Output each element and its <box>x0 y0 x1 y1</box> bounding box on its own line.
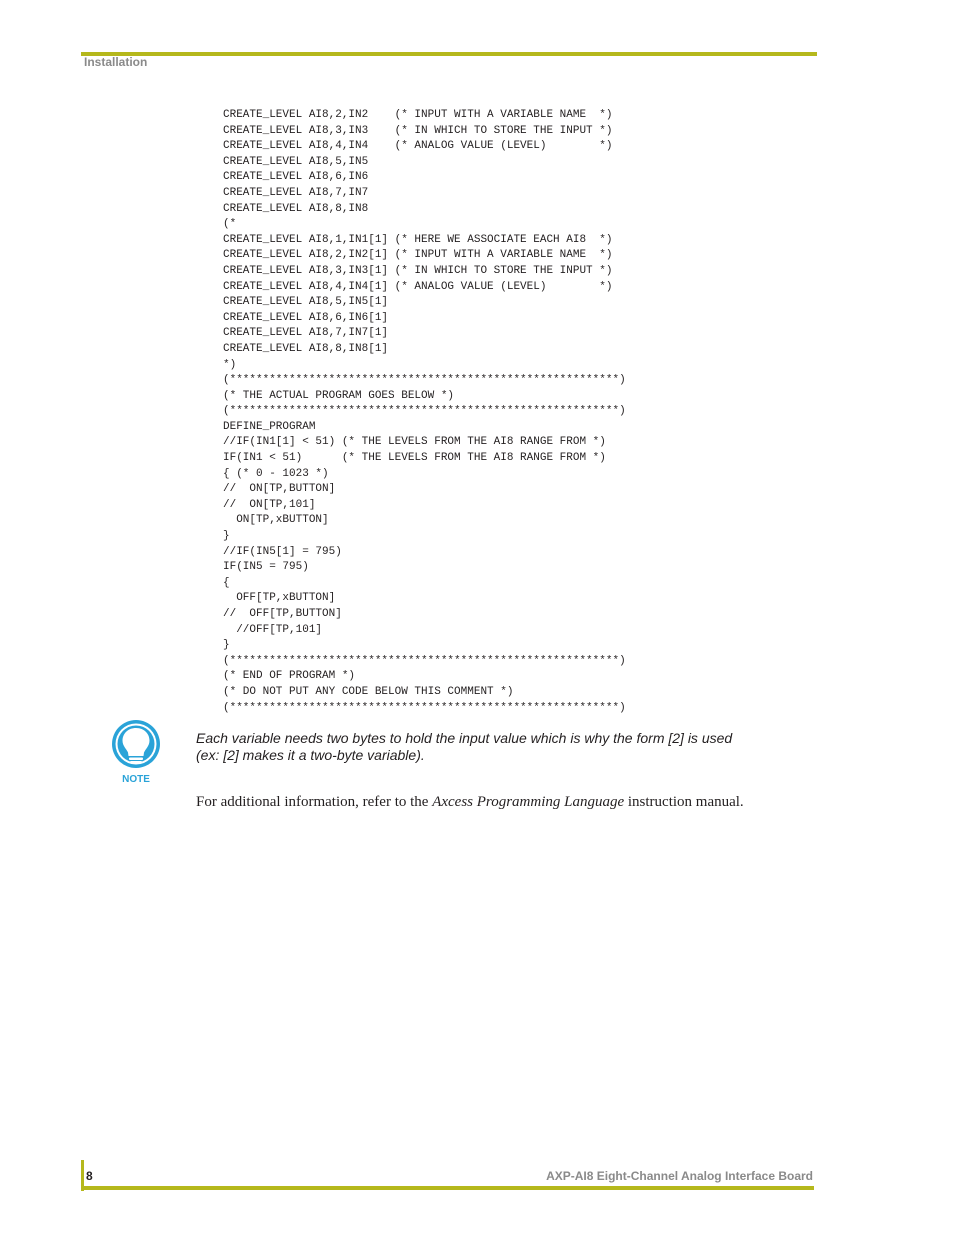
code-line: { (* 0 - 1023 *) <box>223 467 329 480</box>
header-rule <box>81 52 817 56</box>
code-line: CREATE_LEVEL AI8,4,IN4[1] (* ANALOG VALUE (LEVEL) *) <box>223 280 613 293</box>
code-line: IF(IN5 = 795) <box>223 561 309 574</box>
code-line: // ON[TP,101] <box>223 498 316 511</box>
document-title: AXP-AI8 Eight-Channel Analog Interface Board <box>546 1169 813 1183</box>
code-line: (* DO NOT PUT ANY CODE BELOW THIS COMMENT *) <box>223 685 514 698</box>
code-line: CREATE_LEVEL AI8,7,IN7 <box>223 186 369 199</box>
code-line: (***********************************************************) <box>223 701 626 714</box>
code-line: (***********************************************************) <box>223 654 626 667</box>
note-label: NOTE <box>122 774 150 785</box>
code-listing <box>223 108 626 716</box>
code-line: CREATE_LEVEL AI8,7,IN7[1] <box>223 327 389 340</box>
code-line: CREATE_LEVEL AI8,2,IN2[1] (* INPUT WITH A VARIABLE NAME *) <box>223 249 613 262</box>
section-label: Installation <box>84 55 148 69</box>
code-line: ON[TP,xBUTTON] <box>223 514 329 527</box>
code-line: (***********************************************************) <box>223 374 626 387</box>
code-line: CREATE_LEVEL AI8,1,IN1[1] (* HERE WE ASSOCIATE EACH AI8 *) <box>223 233 613 246</box>
code-line: //IF(IN1[1] < 51) (* THE LEVELS FROM THE AI8 RANGE FROM *) <box>223 436 606 449</box>
code-line: //IF(IN5[1] = 795) <box>223 545 342 558</box>
code-line: (***********************************************************) <box>223 405 626 418</box>
code-line: } <box>223 639 230 652</box>
footer-rule <box>81 1186 814 1190</box>
note-text: Each variable needs two bytes to hold the input value which is why the form [2] is used (ex: [2] makes it a two-byte variable). <box>196 730 733 763</box>
paragraph-text-after: instruction manual. <box>624 794 744 810</box>
code-line: CREATE_LEVEL AI8,6,IN6 <box>223 171 369 184</box>
code-line: OFF[TP,xBUTTON] <box>223 592 336 605</box>
code-line: // ON[TP,BUTTON] <box>223 483 336 496</box>
code-line: CREATE_LEVEL AI8,8,IN8 <box>223 202 369 215</box>
code-line: CREATE_LEVEL AI8,8,IN8[1] <box>223 342 389 355</box>
code-line: CREATE_LEVEL AI8,3,IN3[1] (* IN WHICH TO STORE THE INPUT *) <box>223 264 613 277</box>
code-line: CREATE_LEVEL AI8,4,IN4 (* ANALOG VALUE (LEVEL) *) <box>223 140 613 153</box>
code-line: CREATE_LEVEL AI8,3,IN3 (* IN WHICH TO STORE THE INPUT *) <box>223 124 613 137</box>
code-line: // OFF[TP,BUTTON] <box>223 608 342 620</box>
code-line: //OFF[TP,101] <box>223 623 323 636</box>
code-line: (* <box>223 218 237 231</box>
code-line: *) <box>223 358 237 371</box>
code-line: DEFINE_PROGRAM <box>223 420 316 433</box>
code-line: } <box>223 530 230 543</box>
page-number: 8 <box>86 1169 93 1183</box>
code-line: CREATE_LEVEL AI8,6,IN6[1] <box>223 311 389 324</box>
code-line: IF(IN1 < 51) (* THE LEVELS FROM THE AI8 RANGE FROM *) <box>223 452 606 465</box>
code-line: CREATE_LEVEL AI8,5,IN5[1] <box>223 296 389 309</box>
code-line: (* THE ACTUAL PROGRAM GOES BELOW *) <box>223 389 455 402</box>
manual-title: Axcess Programming Language <box>432 794 625 810</box>
reference-paragraph <box>196 793 744 811</box>
code-line: (* END OF PROGRAM *) <box>223 670 356 683</box>
paragraph-text-before: For additional information, refer to the <box>196 794 433 810</box>
code-line: CREATE_LEVEL AI8,2,IN2 (* INPUT WITH A VARIABLE NAME *) <box>223 109 613 121</box>
code-line: CREATE_LEVEL AI8,5,IN5 <box>223 155 369 168</box>
code-line: { <box>223 576 230 589</box>
